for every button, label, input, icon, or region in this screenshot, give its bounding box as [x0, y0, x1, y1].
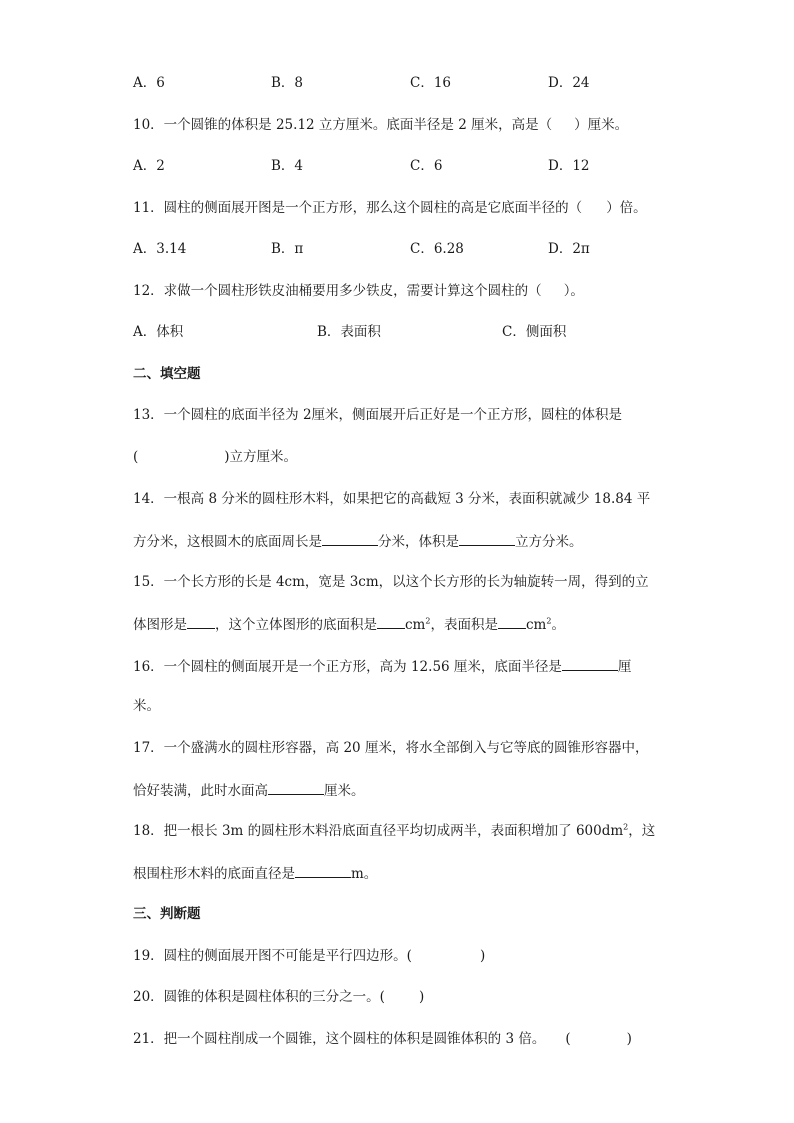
- q12-stem: [133, 282, 584, 300]
- q17-line2: [133, 780, 365, 800]
- q17-blank-height[interactable]: [268, 780, 324, 795]
- section-fill-in-title: 二、填空题: [133, 366, 201, 382]
- q17-text-a: 恰好装满，此时水面高: [133, 783, 268, 799]
- q11-option-d: D．2π: [548, 241, 590, 257]
- q12-option-b: B．表面积: [317, 324, 381, 340]
- q15-unit-1: cm: [405, 617, 426, 633]
- q13-line2: [133, 448, 297, 466]
- q12-option-a: A．体积: [133, 324, 184, 340]
- q18-text-a: 18．把一根长 3m 的圆柱形木料沿底面直径平均切成两半，表面积增加了 600dm: [133, 823, 624, 839]
- q19-paren-close: ): [479, 948, 486, 964]
- q21-text: 21．把一个圆柱削成一个圆锥，这个圆柱的体积是圆锥体积的 3 倍。: [133, 1031, 546, 1047]
- q9-option-b: B．8: [271, 75, 304, 91]
- q15-line2: [133, 614, 565, 634]
- q14-line1: 14．一根高 8 分米的圆柱形木料，如果把它的高截短 3 分米，表面积就减少 18.84 平: [133, 491, 651, 507]
- q15-blank-surface-area[interactable]: [498, 614, 526, 629]
- q13-line1: 13．一个圆柱的底面半径为 2厘米，侧面展开后正好是一个正方形，圆柱的体积是: [133, 407, 623, 423]
- q16-text-a: 16．一个圆柱的侧面展开是一个正方形，高为 12.56 厘米，底面半径是: [133, 659, 562, 675]
- q16-line2: 米。: [133, 698, 160, 714]
- q11-option-c: C．6.28: [410, 241, 464, 257]
- q20-stem: [133, 988, 424, 1006]
- q10-option-c: C．6: [410, 158, 443, 174]
- q14-text-a: 方分米，这根圆木的底面周长是: [133, 534, 322, 550]
- q15-line1: 15．一个长方形的长是 4cm，宽是 3cm，以这个长方形的长为轴旋转一周，得到的立: [133, 574, 649, 590]
- q16-text-b: 厘: [617, 659, 632, 675]
- q15-unit-1-sup: 2: [425, 616, 431, 626]
- q21-paren-open: (: [565, 1031, 571, 1047]
- q11-option-b: B．π: [271, 241, 304, 257]
- q16-line1: [133, 656, 631, 676]
- q9-option-a: A．6: [133, 75, 165, 91]
- q9-option-d: D．24: [548, 75, 590, 91]
- q15-text-f: 。: [551, 617, 565, 633]
- q18-text-d: m。: [351, 866, 378, 882]
- q10-text: 10．一个圆锥的体积是 25.12 立方厘米。底面半径是 2 厘米，高是（: [133, 117, 553, 133]
- q20-text: 20．圆锥的体积是圆柱体积的三分之一。(: [133, 989, 385, 1005]
- q19-stem: [133, 947, 485, 965]
- section-true-false-title: 三、判断题: [133, 906, 201, 922]
- q15-unit-2: cm: [525, 617, 547, 633]
- q14-line2: [133, 531, 583, 551]
- q18-line2: [133, 863, 377, 883]
- q15-blank-solid[interactable]: [187, 614, 215, 629]
- q10-option-b: B．4: [271, 158, 304, 174]
- q12-text: 12．求做一个圆柱形铁皮油桶要用多少铁皮，需要计算这个圆柱的（: [133, 283, 542, 299]
- q12-option-c: C．侧面积: [502, 324, 567, 340]
- q11-option-a: A．3.14: [133, 241, 187, 257]
- q10-text-end: ）厘米。: [574, 117, 629, 133]
- q14-text-b: 分米，体积是: [378, 534, 459, 550]
- q12-text-end: ）。: [563, 283, 584, 299]
- q15-text-d: ，表面积是: [430, 617, 498, 633]
- q15-blank-base-area[interactable]: [377, 614, 405, 629]
- q15-text-b: ，这个立体图形的底面积是: [215, 617, 377, 633]
- q11-stem: [133, 199, 647, 217]
- q18-line1: [133, 822, 655, 840]
- q18-blank-diameter[interactable]: [295, 863, 351, 878]
- q10-option-a: A．2: [133, 158, 165, 174]
- q14-text-c: 立方分米。: [515, 534, 583, 550]
- q14-blank-volume[interactable]: [459, 531, 515, 546]
- q21-stem: [133, 1030, 632, 1048]
- q13-paren-open: (: [133, 449, 139, 465]
- q10-option-d: D．12: [548, 158, 590, 174]
- q21-paren-close: ): [626, 1031, 632, 1047]
- q14-blank-circumference[interactable]: [322, 531, 378, 546]
- q18-text-c: 根围柱形木料的底面直径是: [133, 866, 295, 882]
- q15-text-a: 体图形是: [133, 617, 187, 633]
- q11-text: 11．圆柱的侧面展开图是一个正方形，那么这个圆柱的高是它底面半径的（: [133, 200, 583, 216]
- q20-paren-close: ): [418, 989, 425, 1005]
- q15-unit-2-sup: 2: [546, 616, 552, 626]
- q18-unit-sup: 2: [623, 822, 629, 832]
- q17-text-b: 厘米。: [324, 783, 365, 799]
- q13-paren-close: )立方厘米。: [224, 449, 298, 465]
- q18-text-b: ，这: [628, 823, 656, 839]
- q16-blank-radius[interactable]: [562, 656, 618, 671]
- q17-line1: 17．一个盛满水的圆柱形容器，高 20 厘米，将水全部倒入与它等底的圆锥形容器中，: [133, 740, 649, 756]
- q10-stem: [133, 116, 628, 134]
- q9-option-c: C．16: [410, 75, 452, 91]
- q19-text: 19．圆柱的侧面展开图不可能是平行四边形。(: [133, 948, 412, 964]
- q11-text-end: ）倍。: [606, 200, 647, 216]
